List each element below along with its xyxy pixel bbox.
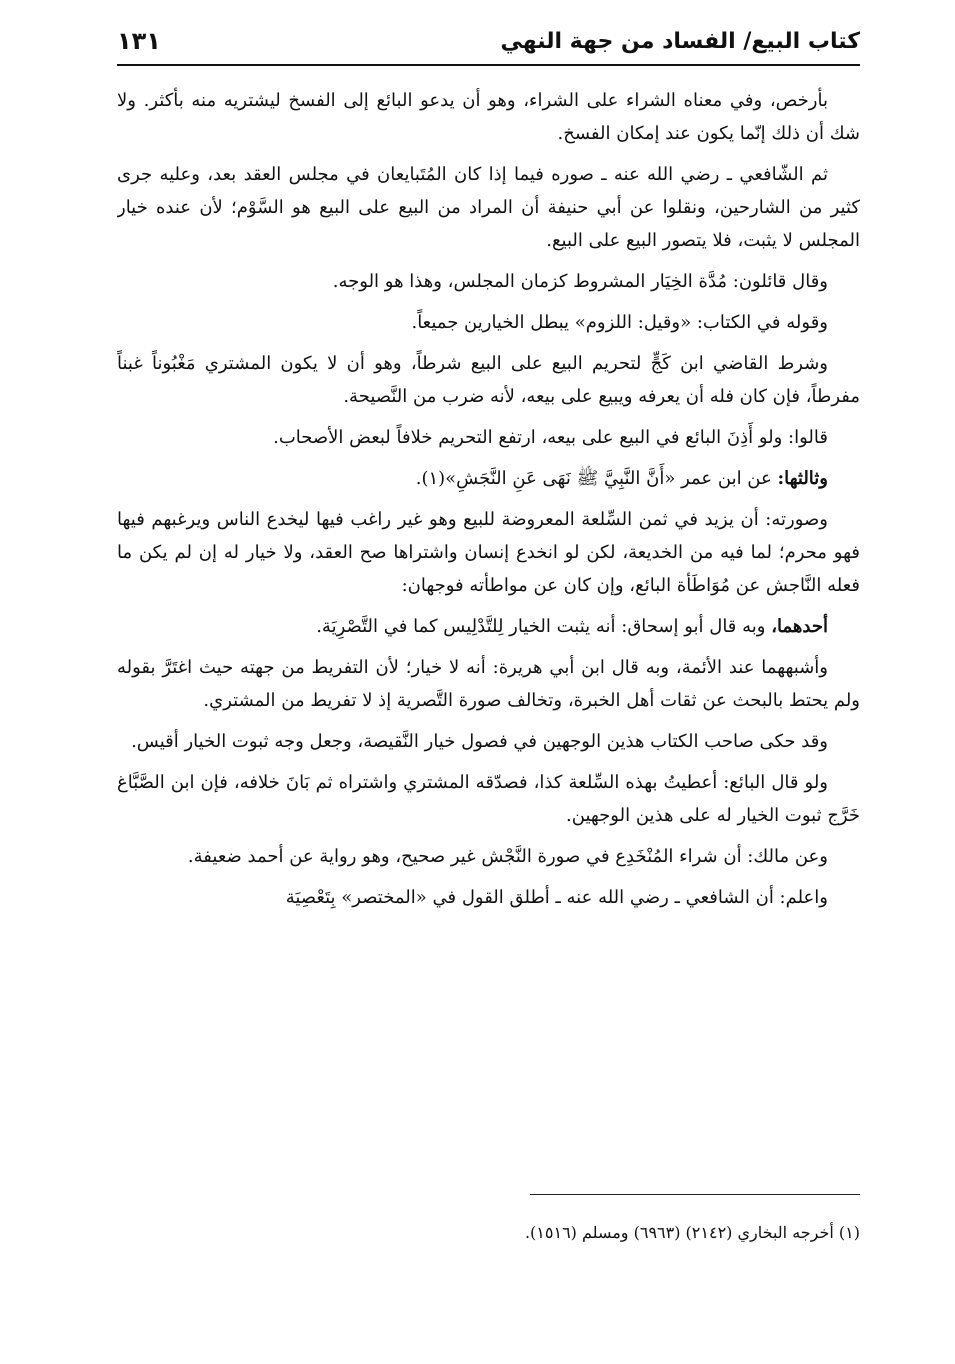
paragraph xyxy=(117,462,860,495)
paragraph-text: وبه قال أبو إسحاق: أنه يثبت الخيار لِلتَّدْلِيس كما في التَّصْرِيَة. xyxy=(316,616,772,637)
paragraph xyxy=(117,84,860,150)
paragraph xyxy=(117,881,860,914)
paragraph-text: قالوا: ولو أَذِنَ البائع في البيع على بيعه، ارتفع التحريم خلافاً لبعض الأصحاب. xyxy=(273,427,828,448)
paragraph-lead: أحدهما، xyxy=(771,616,828,637)
paragraph xyxy=(117,306,860,339)
paragraph-text: واعلم: أن الشافعي ـ رضي الله عنه ـ أطلق القول في «المختصر» بِتَعْصِيَة xyxy=(285,887,828,908)
paragraph-text: ثم الشّافعي ـ رضي الله عنه ـ صوره فيما إذا كان المُتَبايعان في مجلس العقد بعد، وعليه جرى كثير من الشارحين، ونقلوا عن أبي حنيفة أن المراد من البيع على البيع هو السَّوْم؛ لأن عنده خيار المجلس لا يثبت، فلا يتصور البيع على البيع. xyxy=(117,164,860,251)
paragraph xyxy=(117,725,860,758)
paragraph-text: وقوله في الكتاب: «وقيل: اللزوم» يبطل الخيارين جميعاً. xyxy=(411,312,828,333)
paragraph-text: عن ابن عمر «أَنَّ النَّبِيَّ ﷺ نَهَى عَنِ النَّجَشِ»(١). xyxy=(415,468,778,489)
paragraph-lead: وثالثها: xyxy=(777,468,828,489)
paragraph-text: وقال قائلون: مُدَّة الخِيَار المشروط كزمان المجلس، وهذا هو الوجه. xyxy=(332,271,828,292)
paragraph xyxy=(117,651,860,717)
paragraph-text: وشرط القاضي ابن كَجٍّ لتحريم البيع على البيع شرطاً، وهو أن لا يكون المشتري مَغْبُوناً غبناً مفرطاً، فإن كان فله أن يعرفه ويبيع على بيعه، لأنه ضرب من النَّصيحة. xyxy=(117,353,860,407)
paragraph-text: بأرخص، وفي معناه الشراء على الشراء، وهو أن يدعو البائع إلى الفسخ ليشتريه منه بأكثر. ولا شك أن ذلك إنّما يكون عند إمكان الفسخ. xyxy=(117,90,860,144)
footnote-separator xyxy=(530,1194,860,1195)
paragraph-text: وصورته: أن يزيد في ثمن السِّلعة المعروضة للبيع وهو غير راغب فيها ليخدع الناس ويرغبهم فيها فهو محرم؛ لما فيه من الخديعة، لكن لو انخدع إنسان واشتراها صح العقد، ولا خيار له إن لم يكن ما فعله النَّاجش عن مُوَاطَأة البائع، وإن كان عن مواطأته فوجهان: xyxy=(117,509,860,596)
main-text xyxy=(117,84,860,1174)
page-header xyxy=(117,24,860,66)
paragraph xyxy=(117,503,860,602)
paragraph xyxy=(117,347,860,413)
paragraph-text: وأشبههما عند الأئمة، وبه قال ابن أبي هريرة: أنه لا خيار؛ لأن التفريط من جهته حيث اغتَرَّ بقوله ولم يحتط بالبحث عن ثقات أهل الخبرة، وتخالف صورة التَّصرية إذ لا تفريط من المشتري. xyxy=(117,657,860,711)
paragraph xyxy=(117,840,860,873)
paragraph xyxy=(117,421,860,454)
paragraph xyxy=(117,766,860,832)
page-number: ١٣١ xyxy=(117,27,161,55)
paragraph-text: ولو قال البائع: أعطيتُ بهذه السِّلعة كذا، فصدّقه المشتري واشتراه ثم بَانَ خلافه، فإن ابن الصَّبَّاغ خَرَّج ثبوت الخيار له على هذين الوجهين. xyxy=(117,772,860,826)
running-title: كتاب البيع/ الفساد من جهة النهي xyxy=(500,29,860,54)
paragraph xyxy=(117,610,860,643)
paragraph xyxy=(117,158,860,257)
paragraph xyxy=(117,265,860,298)
paragraph-text: وعن مالك: أن شراء المُنْخَدِع في صورة النَّجْش غير صحيح، وهو رواية عن أحمد ضعيفة. xyxy=(187,846,828,867)
footnote: (١) أخرجه البخاري (٢١٤٢) (٦٩٦٣) ومسلم (١٥١٦). xyxy=(524,1223,860,1242)
paragraph-text: وقد حكى صاحب الكتاب هذين الوجهين في فصول خيار النَّقيصة، وجعل وجه ثبوت الخيار أقيس. xyxy=(131,731,828,752)
